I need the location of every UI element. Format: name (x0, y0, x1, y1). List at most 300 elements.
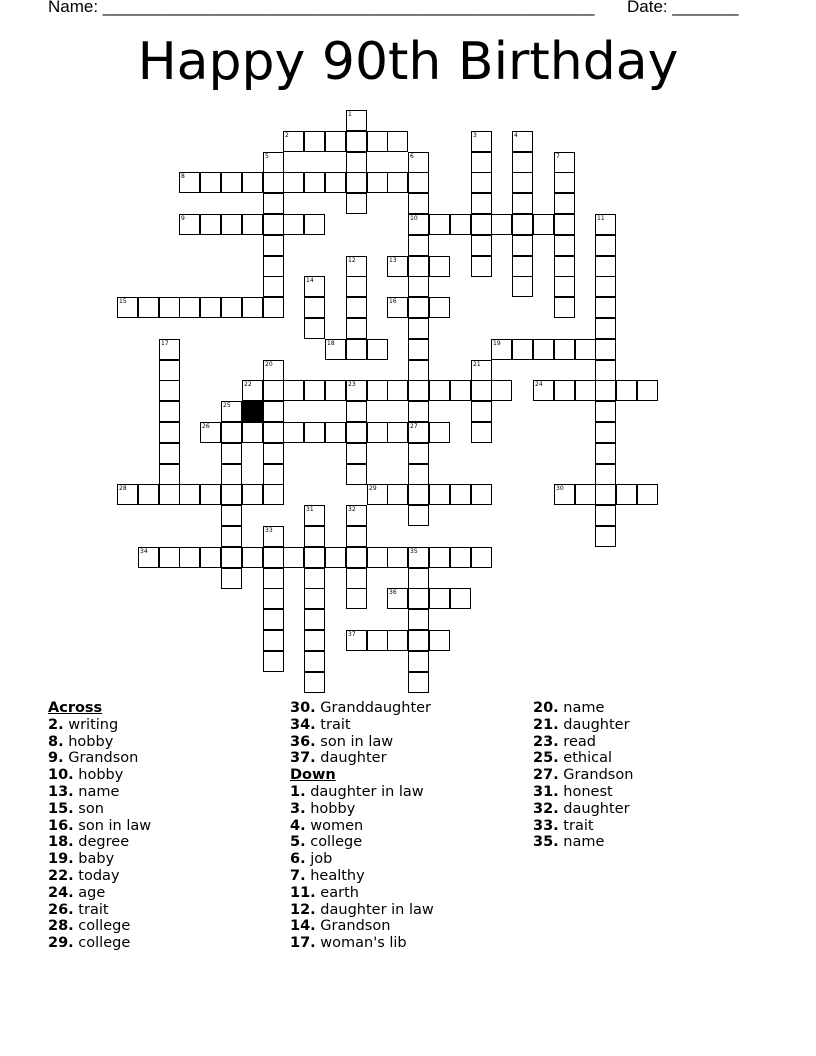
crossword-cell[interactable] (408, 360, 429, 381)
clue-item (48, 784, 151, 801)
crossword-cell[interactable] (242, 297, 263, 318)
clue-item (48, 734, 151, 751)
crossword-cell[interactable] (554, 172, 575, 193)
crossword-cell[interactable] (512, 131, 533, 152)
crossword-cell[interactable] (471, 484, 492, 505)
crossword-cell[interactable] (554, 193, 575, 214)
crossword-cell[interactable] (346, 422, 367, 443)
crossword-cell[interactable] (346, 464, 367, 485)
crossword-cell[interactable] (263, 380, 284, 401)
clue-item-number: 37. (290, 750, 316, 767)
clue-item-text: baby (73, 851, 115, 868)
crossword-cell[interactable] (512, 276, 533, 297)
crossword-cell[interactable] (159, 443, 180, 464)
crossword-cell[interactable] (595, 318, 616, 339)
crossword-cell[interactable] (304, 588, 325, 609)
clue-number: 35 (410, 548, 418, 555)
crossword-cell[interactable] (616, 380, 637, 401)
crossword-cell[interactable] (283, 422, 304, 443)
clue-item-text: name (558, 700, 605, 716)
crossword-cell[interactable] (263, 630, 284, 651)
crossword-cell[interactable] (512, 256, 533, 277)
crossword-cell[interactable] (242, 172, 263, 193)
crossword-cell[interactable] (595, 464, 616, 485)
crossword-cell[interactable] (283, 214, 304, 235)
crossword-cell[interactable] (554, 276, 575, 297)
clue-item-text: ethical (558, 750, 613, 767)
crossword-cell[interactable] (595, 422, 616, 443)
crossword-cell[interactable] (408, 588, 429, 609)
crossword-cell[interactable] (304, 318, 325, 339)
crossword-cell[interactable] (408, 484, 429, 505)
crossword-cell[interactable] (346, 401, 367, 422)
crossword-cell[interactable] (471, 360, 492, 381)
crossword-cell[interactable] (159, 547, 180, 568)
crossword-cell[interactable] (512, 152, 533, 173)
crossword-cell[interactable] (408, 193, 429, 214)
crossword-cell[interactable] (512, 193, 533, 214)
crossword-cell[interactable] (221, 297, 242, 318)
crossword-cell[interactable] (367, 630, 388, 651)
crossword-cell[interactable] (471, 131, 492, 152)
crossword-cell[interactable] (595, 360, 616, 381)
clue-number: 1 (348, 111, 352, 118)
crossword-cell[interactable] (304, 172, 325, 193)
crossword-cell[interactable] (554, 152, 575, 173)
crossword-cell[interactable] (179, 172, 200, 193)
crossword-cell[interactable] (408, 609, 429, 630)
crossword-cell[interactable] (637, 380, 658, 401)
clue-number: 8 (181, 173, 185, 180)
crossword-cell[interactable] (242, 380, 263, 401)
clue-item-number: 25. (533, 750, 559, 767)
crossword-cell[interactable] (367, 131, 388, 152)
crossword-cell[interactable] (575, 339, 596, 360)
crossword-cell[interactable] (367, 422, 388, 443)
crossword-cell[interactable] (471, 422, 492, 443)
crossword-cell[interactable] (408, 630, 429, 651)
crossword-cell[interactable] (263, 568, 284, 589)
crossword-cell[interactable] (263, 464, 284, 485)
crossword-cell[interactable] (512, 339, 533, 360)
crossword-cell[interactable] (242, 547, 263, 568)
clue-item-number: 19. (48, 851, 74, 868)
crossword-cell[interactable] (346, 568, 367, 589)
crossword-cell[interactable] (263, 235, 284, 256)
clue-item (533, 700, 633, 717)
crossword-cell[interactable] (304, 526, 325, 547)
clue-item-number: 36. (290, 733, 316, 750)
clue-item (48, 918, 151, 935)
crossword-cell[interactable] (200, 547, 221, 568)
clue-number: 4 (514, 132, 518, 139)
crossword-cell[interactable] (221, 568, 242, 589)
crossword-cell[interactable] (263, 547, 284, 568)
crossword-cell[interactable] (304, 630, 325, 651)
crossword-cell[interactable] (408, 401, 429, 422)
crossword-cell[interactable] (346, 380, 367, 401)
crossword-cell[interactable] (512, 214, 533, 235)
crossword-cell[interactable] (408, 235, 429, 256)
clue-item (533, 834, 633, 851)
crossword-cell[interactable] (159, 360, 180, 381)
crossword-cell[interactable] (304, 422, 325, 443)
crossword-cell[interactable] (471, 256, 492, 277)
clue-item-number: 1. (290, 783, 306, 800)
crossword-cell[interactable] (346, 588, 367, 609)
crossword-cell[interactable] (429, 484, 450, 505)
crossword-cell[interactable] (471, 235, 492, 256)
crossword-cell[interactable] (575, 380, 596, 401)
crossword-cell[interactable] (304, 672, 325, 693)
crossword-cell[interactable] (595, 276, 616, 297)
crossword-cell[interactable] (242, 422, 263, 443)
crossword-cell[interactable] (159, 297, 180, 318)
crossword-cell[interactable] (221, 526, 242, 547)
crossword-cell[interactable] (304, 505, 325, 526)
crossword-cell[interactable] (491, 339, 512, 360)
crossword-cell[interactable] (429, 256, 450, 277)
crossword-cell[interactable] (200, 297, 221, 318)
clue-item (290, 801, 434, 818)
crossword-cell[interactable] (367, 547, 388, 568)
crossword-cell[interactable] (408, 172, 429, 193)
crossword-cell[interactable] (429, 297, 450, 318)
crossword-cell[interactable] (512, 235, 533, 256)
crossword-cell[interactable] (117, 297, 138, 318)
crossword-cell[interactable] (325, 131, 346, 152)
crossword-cell[interactable] (595, 401, 616, 422)
crossword-cell[interactable] (471, 547, 492, 568)
crossword-cell[interactable] (138, 297, 159, 318)
crossword-cell[interactable] (595, 297, 616, 318)
crossword-cell[interactable] (242, 214, 263, 235)
crossword-cell[interactable] (179, 484, 200, 505)
crossword-cell[interactable] (221, 214, 242, 235)
clue-item-number: 14. (290, 918, 316, 935)
clue-item (290, 902, 434, 919)
crossword-cell[interactable] (263, 276, 284, 297)
crossword-cell[interactable] (637, 484, 658, 505)
clue-item (48, 750, 151, 767)
crossword-cell[interactable] (450, 484, 471, 505)
crossword-cell[interactable] (263, 443, 284, 464)
crossword-cell[interactable] (138, 547, 159, 568)
clue-item-text: hobby (73, 767, 124, 784)
crossword-cell[interactable] (304, 651, 325, 672)
crossword-cell[interactable] (346, 256, 367, 277)
crossword-cell[interactable] (179, 547, 200, 568)
clue-item-number: 8. (48, 733, 64, 750)
crossword-cell[interactable] (408, 547, 429, 568)
clue-item (48, 834, 151, 851)
crossword-cell[interactable] (263, 172, 284, 193)
crossword-cell[interactable] (554, 214, 575, 235)
crossword-cell[interactable] (221, 547, 242, 568)
clue-number: 32 (348, 506, 356, 513)
clue-number: 21 (473, 361, 481, 368)
crossword-cell[interactable] (263, 256, 284, 277)
crossword-cell[interactable] (263, 609, 284, 630)
crossword-cell[interactable] (346, 193, 367, 214)
crossword-cell[interactable] (346, 318, 367, 339)
clue-item-text: Grandson (63, 750, 139, 767)
crossword-cell[interactable] (595, 339, 616, 360)
crossword-cell[interactable] (263, 152, 284, 173)
crossword-cell[interactable] (367, 380, 388, 401)
crossword-cell[interactable] (429, 422, 450, 443)
crossword-cell[interactable] (554, 297, 575, 318)
crossword-cell[interactable] (304, 568, 325, 589)
crossword-cell[interactable] (346, 172, 367, 193)
clue-item-number: 24. (48, 884, 74, 901)
clue-item-text: job (305, 851, 333, 868)
crossword-cell[interactable] (595, 235, 616, 256)
clue-number: 7 (556, 153, 560, 160)
crossword-cell[interactable] (429, 588, 450, 609)
crossword-cell[interactable] (471, 193, 492, 214)
crossword-cell[interactable] (283, 131, 304, 152)
crossword-cell[interactable] (387, 172, 408, 193)
clue-item-number: 23. (533, 733, 559, 750)
crossword-cell[interactable] (595, 380, 616, 401)
crossword-cell[interactable] (159, 339, 180, 360)
crossword-cell[interactable] (200, 172, 221, 193)
crossword-cell[interactable] (408, 256, 429, 277)
crossword-cell[interactable] (595, 526, 616, 547)
clue-item-text: daughter (558, 716, 630, 733)
crossword-cell[interactable] (471, 214, 492, 235)
clue-item-number: 22. (48, 867, 74, 884)
crossword-cell[interactable] (346, 131, 367, 152)
crossword-cell[interactable] (512, 172, 533, 193)
crossword-cell[interactable] (554, 380, 575, 401)
crossword-cell[interactable] (200, 484, 221, 505)
clue-item-number: 17. (290, 935, 316, 952)
clue-item-number: 7. (290, 867, 306, 884)
crossword-cell[interactable] (595, 505, 616, 526)
clue-item-text: daughter (315, 750, 387, 767)
crossword-cell[interactable] (179, 297, 200, 318)
crossword-cell[interactable] (408, 276, 429, 297)
clue-item-text: woman's lib (315, 935, 407, 952)
crossword-cell[interactable] (263, 193, 284, 214)
clue-number: 13 (389, 257, 397, 264)
crossword-cell[interactable] (595, 256, 616, 277)
crossword-cell[interactable] (387, 588, 408, 609)
crossword-cell[interactable] (450, 380, 471, 401)
crossword-cell[interactable] (471, 152, 492, 173)
clue-item (48, 885, 151, 902)
crossword-cell[interactable] (533, 380, 554, 401)
crossword-cell[interactable] (304, 276, 325, 297)
crossword-cell[interactable] (450, 214, 471, 235)
clue-item (48, 717, 151, 734)
crossword-cell[interactable] (408, 464, 429, 485)
crossword-cell[interactable] (304, 131, 325, 152)
clue-number: 37 (348, 631, 356, 638)
crossword-cell[interactable] (325, 380, 346, 401)
crossword-cell[interactable] (263, 360, 284, 381)
crossword-cell[interactable] (346, 526, 367, 547)
crossword-cell[interactable] (346, 505, 367, 526)
crossword-cell[interactable] (595, 484, 616, 505)
crossword-cell[interactable] (595, 443, 616, 464)
crossword-cell[interactable] (283, 380, 304, 401)
crossword-cell[interactable] (554, 484, 575, 505)
crossword-cell[interactable] (471, 380, 492, 401)
crossword-cell[interactable] (346, 443, 367, 464)
crossword-cell[interactable] (263, 401, 284, 422)
crossword-cell[interactable] (221, 443, 242, 464)
crossword-cell[interactable] (200, 422, 221, 443)
crossword-cell[interactable] (221, 464, 242, 485)
crossword-cell[interactable] (429, 547, 450, 568)
crossword-cell[interactable] (408, 568, 429, 589)
crossword-cell[interactable] (304, 297, 325, 318)
clue-number: 18 (327, 340, 335, 347)
crossword-cell[interactable] (408, 443, 429, 464)
crossword-cell[interactable] (408, 505, 429, 526)
crossword-cell[interactable] (387, 630, 408, 651)
crossword-cell[interactable] (595, 214, 616, 235)
crossword-cell[interactable] (138, 484, 159, 505)
crossword-cell[interactable] (263, 484, 284, 505)
crossword-cell[interactable] (471, 172, 492, 193)
crossword-cell[interactable] (159, 380, 180, 401)
crossword-cell[interactable] (346, 547, 367, 568)
clue-item-number: 9. (48, 750, 64, 767)
crossword-cell[interactable] (408, 422, 429, 443)
clue-item-text: college (73, 935, 131, 952)
clue-number: 19 (493, 340, 501, 347)
crossword-cell[interactable] (200, 214, 221, 235)
crossword-cell[interactable] (554, 235, 575, 256)
crossword-cell[interactable] (387, 297, 408, 318)
clue-number: 15 (119, 298, 127, 305)
crossword-cell[interactable] (387, 131, 408, 152)
crossword-cell[interactable] (387, 380, 408, 401)
clue-number: 25 (223, 402, 231, 409)
crossword-cell[interactable] (408, 339, 429, 360)
crossword-cell[interactable] (159, 422, 180, 443)
crossword-cell[interactable] (408, 318, 429, 339)
crossword-cell[interactable] (387, 422, 408, 443)
crossword-cell[interactable] (491, 380, 512, 401)
crossword-cell[interactable] (408, 651, 429, 672)
crossword-cell[interactable] (575, 484, 596, 505)
name-field-label: Name: ____________________________________________________ (48, 0, 595, 16)
clue-item-number: 2. (48, 716, 64, 733)
clue-item-number: 32. (533, 800, 559, 817)
clue-number: 20 (265, 361, 273, 368)
clue-item-number: 3. (290, 800, 306, 817)
crossword-cell[interactable] (429, 214, 450, 235)
crossword-cell[interactable] (408, 297, 429, 318)
clue-number: 31 (306, 506, 314, 513)
crossword-cell[interactable] (554, 339, 575, 360)
crossword-cell[interactable] (283, 547, 304, 568)
crossword-cell[interactable] (533, 214, 554, 235)
crossword-cell[interactable] (179, 214, 200, 235)
crossword-cell[interactable] (263, 214, 284, 235)
crossword-cell[interactable] (346, 276, 367, 297)
crossword-cell[interactable] (159, 484, 180, 505)
clue-column-2 (290, 700, 434, 952)
crossword-cell[interactable] (471, 401, 492, 422)
crossword-cell[interactable] (304, 380, 325, 401)
crossword-cell[interactable] (533, 339, 554, 360)
crossword-cell[interactable] (159, 401, 180, 422)
crossword-cell[interactable] (408, 152, 429, 173)
clue-number: 10 (410, 215, 418, 222)
crossword-cell[interactable] (263, 651, 284, 672)
crossword-cell[interactable] (346, 110, 367, 131)
crossword-cell[interactable] (408, 672, 429, 693)
crossword-cell[interactable] (304, 547, 325, 568)
crossword-cell[interactable] (367, 172, 388, 193)
crossword-cell[interactable] (346, 297, 367, 318)
crossword-cell[interactable] (221, 422, 242, 443)
crossword-cell[interactable] (346, 152, 367, 173)
clue-column-1 (48, 700, 151, 952)
clue-number: 23 (348, 381, 356, 388)
crossword-cell[interactable] (491, 214, 512, 235)
crossword-cell[interactable] (325, 172, 346, 193)
crossword-cell[interactable] (554, 256, 575, 277)
crossword-cell[interactable] (221, 401, 242, 422)
crossword-cell[interactable] (387, 547, 408, 568)
crossword-cell[interactable] (263, 297, 284, 318)
crossword-cell[interactable] (325, 422, 346, 443)
crossword-cell[interactable] (263, 526, 284, 547)
crossword-cell[interactable] (117, 484, 138, 505)
crossword-cell[interactable] (367, 484, 388, 505)
crossword-cell[interactable] (325, 339, 346, 360)
crossword-cell[interactable] (616, 484, 637, 505)
crossword-cell[interactable] (304, 214, 325, 235)
clue-item (533, 717, 633, 734)
clue-item-text: hobby (63, 733, 114, 750)
crossword-cell[interactable] (387, 484, 408, 505)
clue-item-number: 15. (48, 800, 74, 817)
crossword-cell[interactable] (387, 256, 408, 277)
clue-number: 27 (410, 423, 418, 430)
crossword-cell[interactable] (325, 547, 346, 568)
crossword-cell[interactable] (367, 339, 388, 360)
crossword-cell[interactable] (283, 172, 304, 193)
crossword-cell[interactable] (450, 588, 471, 609)
clue-item-text: honest (558, 783, 613, 800)
crossword-cell[interactable] (429, 380, 450, 401)
crossword-cell[interactable] (263, 588, 284, 609)
clue-item-number: 34. (290, 716, 316, 733)
crossword-cell[interactable] (408, 214, 429, 235)
crossword-cell[interactable] (429, 630, 450, 651)
crossword-cell[interactable] (242, 484, 263, 505)
crossword-cell[interactable] (221, 172, 242, 193)
crossword-cell[interactable] (159, 464, 180, 485)
crossword-cell[interactable] (450, 547, 471, 568)
crossword-cell[interactable] (346, 630, 367, 651)
crossword-cell[interactable] (263, 422, 284, 443)
crossword-cell[interactable] (304, 609, 325, 630)
crossword-cell[interactable] (408, 380, 429, 401)
crossword-cell[interactable] (346, 339, 367, 360)
crossword-cell[interactable] (221, 505, 242, 526)
clue-item (533, 750, 633, 767)
crossword-cell[interactable] (221, 484, 242, 505)
